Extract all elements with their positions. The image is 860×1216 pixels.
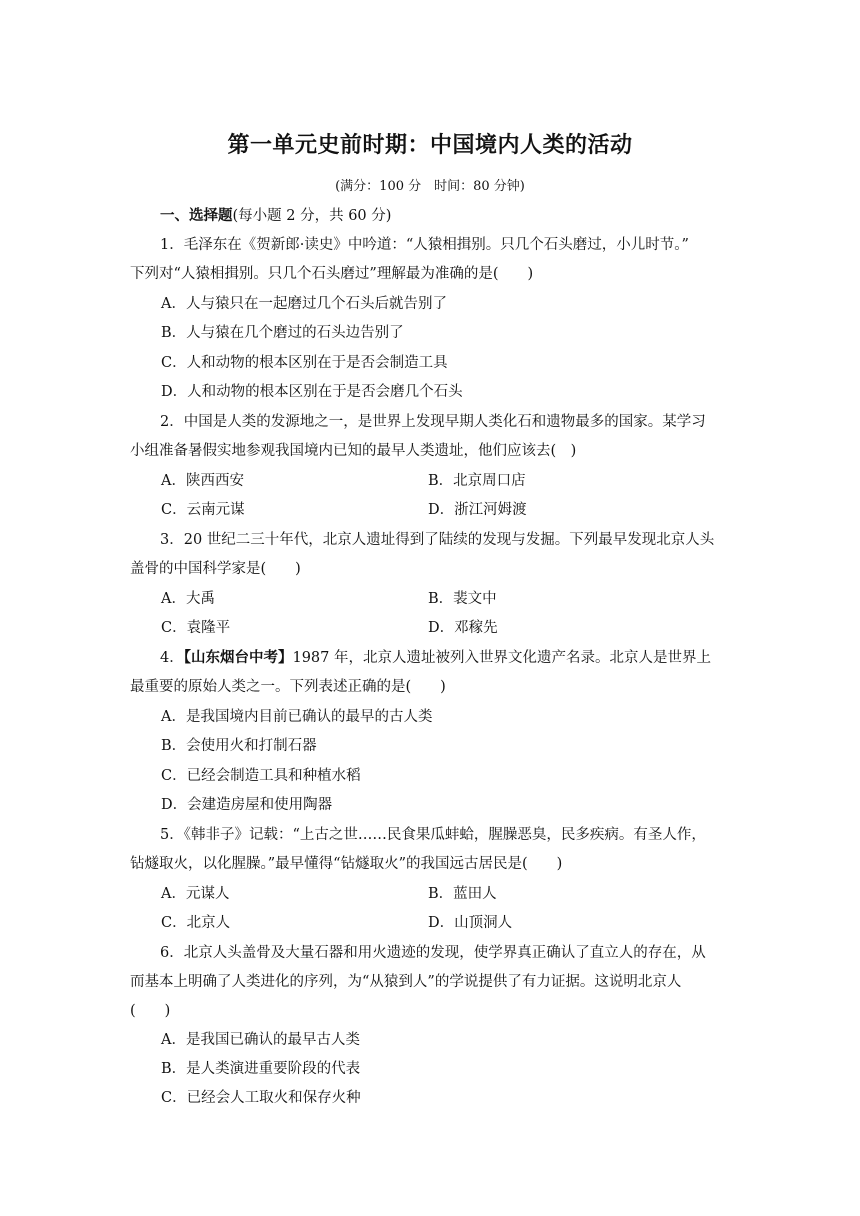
q5-option-b: B．蓝田人 xyxy=(428,886,497,902)
q2-option-a: A．陕西西安 xyxy=(161,473,244,489)
q3-option-d: D．邓稼先 xyxy=(428,620,498,636)
exam-meta: (满分：100 分 时间：80 分钟) xyxy=(335,179,525,194)
section-heading xyxy=(160,206,391,226)
q5-line-1: 5．《韩非子》记载：“上古之世……民食果瓜蚌蛤，腥臊恶臭，民多疾病。有圣人作， xyxy=(160,827,706,843)
q3-option-c: C．袁隆平 xyxy=(161,620,231,636)
q4-option-d: D．会建造房屋和使用陶器 xyxy=(161,797,333,813)
q6-option-a: A．是我国已确认的最早古人类 xyxy=(161,1032,360,1048)
q3-option-b: B．裴文中 xyxy=(428,591,497,607)
q5-option-d: D．山顶洞人 xyxy=(428,915,513,931)
q4-line-1-text: 1987 年，北京人遗址被列入世界文化遗产名录。北京人是世界上 xyxy=(292,650,711,666)
q5-line-2: 钻燧取火，以化腥臊。”最早懂得“钻燧取火”的我国远古居民是( ) xyxy=(130,856,563,872)
q2-line-2: 小组准备暑假实地参观我国境内已知的最早人类遗址，他们应该去( ) xyxy=(130,443,577,459)
q1-option-d: D．人和动物的根本区别在于是否会磨几个石头 xyxy=(161,384,463,400)
q4-number: 4． xyxy=(160,650,184,666)
q4-line-2: 最重要的原始人类之一。下列表述正确的是( ) xyxy=(130,679,446,695)
q1-line-1: 1．毛泽东在《贺新郎·读史》中吟道：“人猿相揖别。只几个石头磨过，小儿时节。” xyxy=(160,237,689,253)
q1-option-a: A．人与猿只在一起磨过几个石头后就告别了 xyxy=(161,296,447,312)
q1-line-2: 下列对“人猿相揖别。只几个石头磨过”理解最为准确的是( ) xyxy=(130,266,534,282)
q5-option-c: C．北京人 xyxy=(161,915,231,931)
q4-option-b: B．会使用火和打制石器 xyxy=(161,738,317,754)
q3-option-a: A．大禹 xyxy=(161,591,215,607)
section-note: (每小题 2 分，共 60 分) xyxy=(232,208,392,224)
q2-option-c: C．云南元谋 xyxy=(161,502,245,518)
q6-line-1: 6．北京人头盖骨及大量石器和用火遗迹的发现，使学界真正确认了直立人的存在，从 xyxy=(160,945,706,961)
q4-line-1 xyxy=(160,648,711,668)
q6-option-c: C．已经会人工取火和保存火种 xyxy=(161,1090,361,1106)
page-title: 第一单元史前时期：中国境内人类的活动 xyxy=(227,133,633,158)
q4-option-a: A．是我国境内目前已确认的最早的古人类 xyxy=(161,709,433,725)
q1-option-b: B．人与猿在几个磨过的石头边告别了 xyxy=(161,325,404,341)
q2-line-1: 2．中国是人类的发源地之一，是世界上发现早期人类化石和遗物最多的国家。某学习 xyxy=(160,414,706,430)
section-head: 一、选择题 xyxy=(160,207,233,224)
q1-option-c: C．人和动物的根本区别在于是否会制造工具 xyxy=(161,355,448,371)
q4-option-c: C．已经会制造工具和种植水稻 xyxy=(161,768,361,784)
q5-option-a: A．元谋人 xyxy=(161,886,230,902)
q3-line-2: 盖骨的中国科学家是( ) xyxy=(130,561,301,577)
q6-option-b: B．是人类演进重要阶段的代表 xyxy=(161,1061,361,1077)
q6-line-2: 而基本上明确了人类进化的序列，为“从猿到人”的学说提供了有力证据。这说明北京人 xyxy=(130,974,682,990)
q4-source-tag: 【山东烟台中考】 xyxy=(183,649,293,666)
q3-line-1: 3．20 世纪二三十年代，北京人遗址得到了陆续的发现与发掘。下列最早发现北京人头 xyxy=(160,532,715,548)
q2-option-b: B．北京周口店 xyxy=(428,473,526,489)
q6-line-3: ( ) xyxy=(130,1003,171,1019)
q2-option-d: D．浙江河姆渡 xyxy=(428,502,527,518)
